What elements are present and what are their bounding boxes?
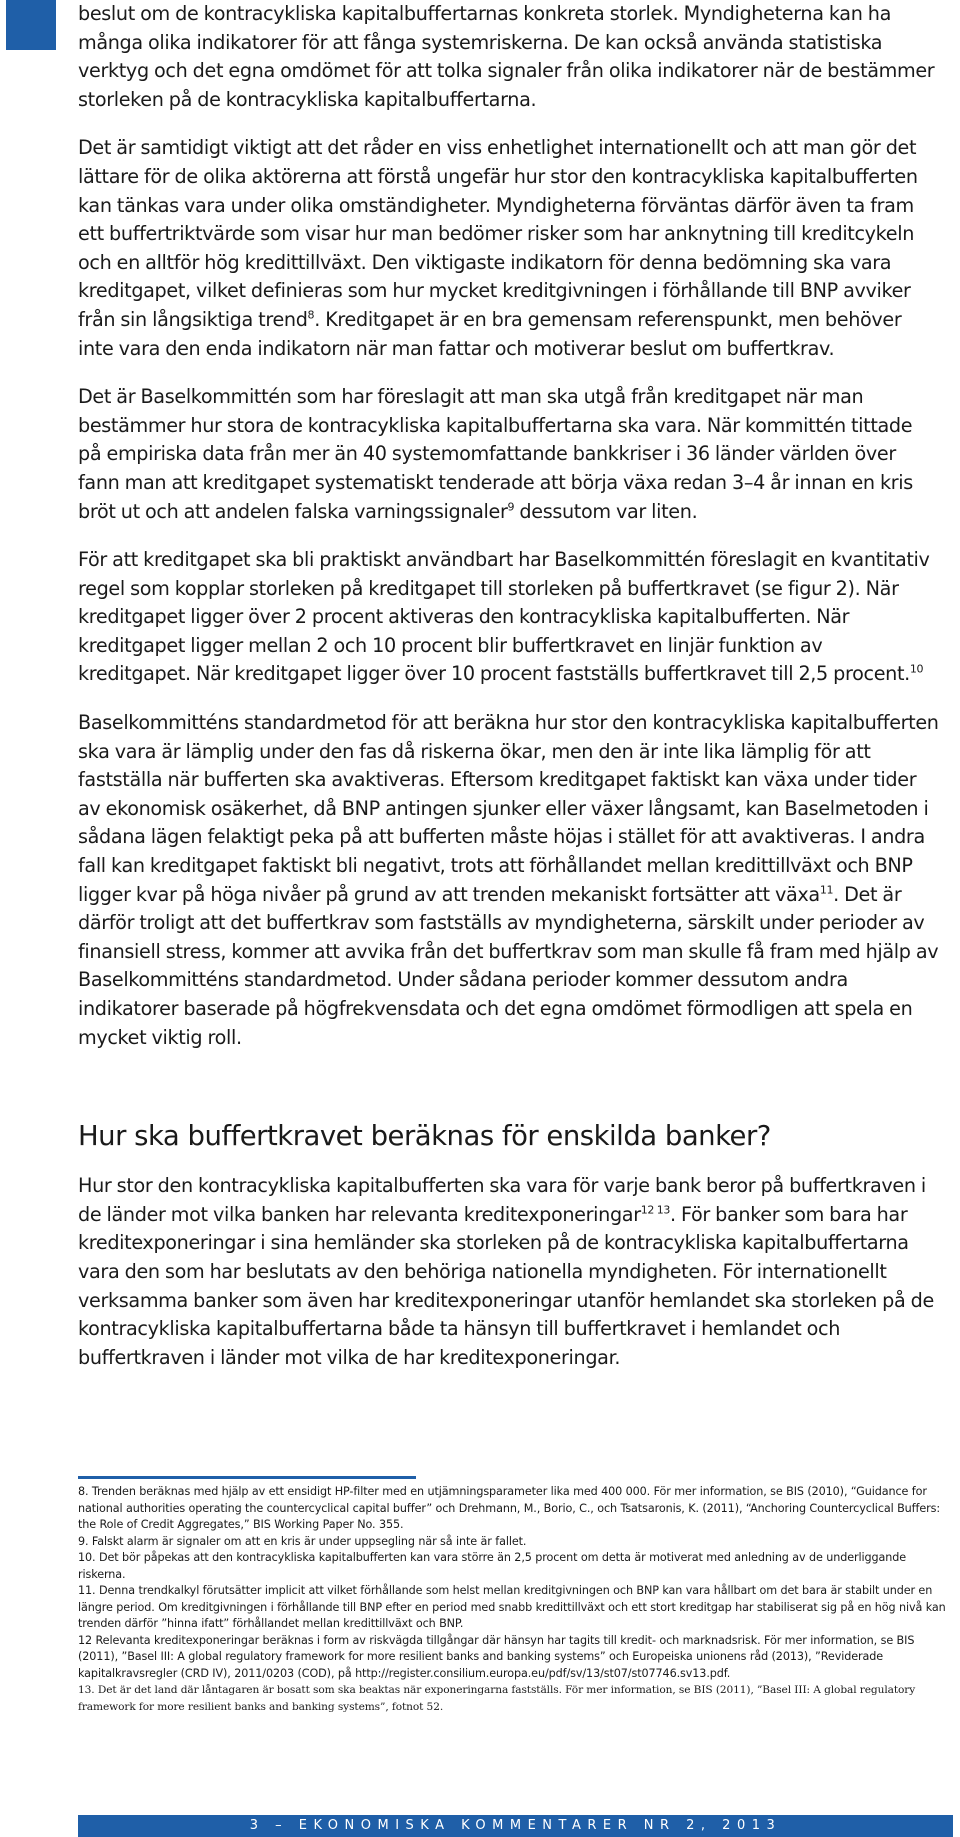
paragraph-2-text-b: dessutom var liten.: [514, 499, 698, 523]
paragraph-4-text-a: Baselkommitténs standardmetod för att beräkna hur stor den kontracykliska kapitalbufferten ska vara är lämplig under den fas då riskerna ökar, men den är inte lika lämplig för att fastställa när bufferten ska avaktiveras. Eftersom kreditgapet faktiskt kan växa under tider av ekonomisk osäkerhet, då BNP antingen sjunker eller växer långsamt, kan Baselmetoden i sådana lägen felaktigt peka på att bufferten måste höjas i stället för att avaktiveras. I andra fall kan kreditgapet faktiskt bli negativt, trots att förhållandet mellan kredittillväxt och BNP ligger kvar på höga nivåer på grund av att trenden mekaniskt fortsätter att växa: [78, 711, 939, 906]
paragraph-intro-text: beslut om de kontracykliska kapitalbuffertarnas konkreta storlek. Myndigheterna kan ha många olika indikatorer för att fånga systemriskerna. De kan också använda statistiska verktyg och det egna omdömet för att tolka signaler från olika indikatorer när de bestämmer storleken på de kontracykliska kapitalbuffertarna.: [78, 2, 935, 111]
footnote-10: 10. Det bör påpekas att den kontracykliska kapitalbufferten kan vara större än 2,5 procent om detta är motiverat med anledning av de underliggande riskerna.: [78, 1551, 907, 1581]
paragraph-1-text-a: Det är samtidigt viktigt att det råder en viss enhetlighet internationellt och att man gör det lättare för de olika aktörerna att förstå ungefär hur stor den kontracykliska kapitalbufferten kan tänkas vara under olika omständigheter. Myndigheterna förväntas därför även ta fram ett buffertriktvärde som visar hur man bedömer risker som har anknytning till kreditcykeln och en alltför hög kredittillväxt. Den viktigaste indikatorn för denna bedömning ska vara kreditgapet, vilket definieras som hur mycket kreditgivningen i förhållande till BNP avviker från sin långsiktiga trend: [78, 136, 918, 331]
footnote-11: 11. Denna trendkalkyl förutsätter implicit att vilket förhållande som helst mellan kreditgivningen och BNP kan vara hållbart om det bara är stabilt under en längre period. Om kreditgivningen i förhållande till BNP efter en period med snabb kredittillväxt och ett stort kreditgap har stabiliserat sig på en hög nivå kan trenden därför ”hinna ifatt” förhållandet mellan kredittillväxt och BNP.: [78, 1584, 946, 1630]
footnote-divider: [78, 1476, 416, 1479]
footnote-9: 9. Falskt alarm är signaler om att en kris är under uppsegling när så inte är fallet.: [78, 1534, 527, 1548]
paragraph-intro: [78, 0, 940, 114]
footnote-ref-11: 11: [819, 883, 834, 897]
paragraph-3: [78, 546, 940, 689]
footnote-ref-10: 10: [909, 663, 924, 677]
footnotes: [78, 1484, 948, 1715]
paragraph-4: [78, 709, 940, 1052]
paragraph-1: [78, 134, 940, 363]
footnote-ref-12-13: 12 13: [640, 1203, 670, 1217]
section-paragraph-1-text-b: . För banker som bara har kreditexponeringar i sina hemländer ska storleken på de kontracykliska kapitalbuffertarna vara den som har beslutats av den behöriga nationella myndigheten. För internationellt verksamma banker som även har kreditexponeringar utanför hemlandet ska storleken på de kontracykliska kapitalbuffertarna både ta hänsyn till buffertkravet i hemlandet och buffertkraven i länder mot vilka de har kreditexponeringar.: [78, 1202, 934, 1369]
footer-bar: [78, 1815, 953, 1837]
section-paragraph-1-text-a: Hur stor den kontracykliska kapitalbufferten ska vara för varje bank beror på buffertkraven i de länder mot vilka banken har relevanta kreditexponeringar: [78, 1174, 926, 1226]
footnote-ref-9: 9: [507, 500, 515, 514]
footnote-13: 13. Det är det land där låntagaren är bosatt som ska beaktas när exponeringarna fastställs. För mer information, se BIS (2011), ”Basel III: A global regulatory framework for more resilient banks and banking systems”, fotnot 52.: [78, 1684, 916, 1713]
section-heading: Hur ska buffertkravet beräknas för enskilda banker?: [78, 1120, 771, 1153]
footer-page-number: 3: [249, 1818, 265, 1833]
footnote-ref-8: 8: [307, 308, 315, 322]
footnote-8: 8. Trenden beräknas med hjälp av ett ensidigt HP-filter med en utjämningsparameter lika med 400 000. För mer information, se BIS (2010), “Guidance for national authorities operating the countercyclical capital buffer” och Drehmann, M., Borio, C., och Tsatsaronis, K. (2011), “Anchoring Countercyclical Buffers: the Role of Credit Aggregates,” BIS Working Paper No. 355.: [78, 1485, 941, 1531]
main-text-column: [78, 0, 940, 1392]
footnote-12: 12 Relevanta kreditexponeringar beräknas i form av riskvägda tillgångar där hänsyn har tagits till kredit- och marknadsrisk. För mer information, se BIS (2011), ”Basel III: A global regulatory framework for more resilient banks and banking systems” och Europeiska unionens råd (2013), ”Reviderade kapitalkravsregler (CRD IV), 2011/0203 (COD), på http://register.consilium.europa.eu/pdf/sv/13/st07/st07746.sv13.pdf.: [78, 1633, 915, 1680]
paragraph-2: [78, 383, 940, 526]
paragraph-2-text-a: Det är Baselkommittén som har föreslagit att man ska utgå från kreditgapet när man bestämmer hur stora de kontracykliska kapitalbuffertarna ska vara. När kommittén tittade på empiriska data från mer än 40 systemomfattande bankkriser i 36 länder världen över fann man att kreditgapet systematiskt tenderade att börja växa redan 3–4 år innan en kris bröt ut och att andelen falska varningssignaler: [78, 385, 913, 523]
footer-publication: EKONOMISKA KOMMENTARER NR 2, 2013: [298, 1818, 782, 1833]
paragraph-1-text-b: . Kreditgapet är en bra gemensam referenspunkt, men behöver inte vara den enda indikatorn när man fattar och motiverar beslut om buffertkrav.: [78, 307, 902, 360]
footer-dash: –: [275, 1818, 289, 1833]
paragraph-3-text: För att kreditgapet ska bli praktiskt användbart har Baselkommittén föreslagit en kvantitativ regel som kopplar storleken på kreditgapet till storleken på buffertkravet (se figur 2). När kreditgapet ligger över 2 procent aktiveras den kontracykliska kapitalbufferten. När kreditgapet ligger mellan 2 och 10 procent blir buffertkravet en linjär funktion av kreditgapet. När kreditgapet ligger över 10 procent fastställs buffertkravet till 2,5 procent.: [78, 548, 930, 686]
paragraph-4-text-b: . Det är därför troligt att det buffertkrav som fastställs av myndigheterna, särskilt under perioder av finansiell stress, kommer att avvika från det buffertkrav som man skulle få fram med hjälp av Baselkommitténs standardmetod. Under sådana perioder kommer dessutom andra indikatorer baserade på högfrekvensdata och det egna omdömet förmodligen att spela en mycket viktig roll.: [78, 882, 939, 1049]
corner-accent-square: [6, 0, 56, 50]
section-paragraph-1: [78, 1172, 940, 1372]
